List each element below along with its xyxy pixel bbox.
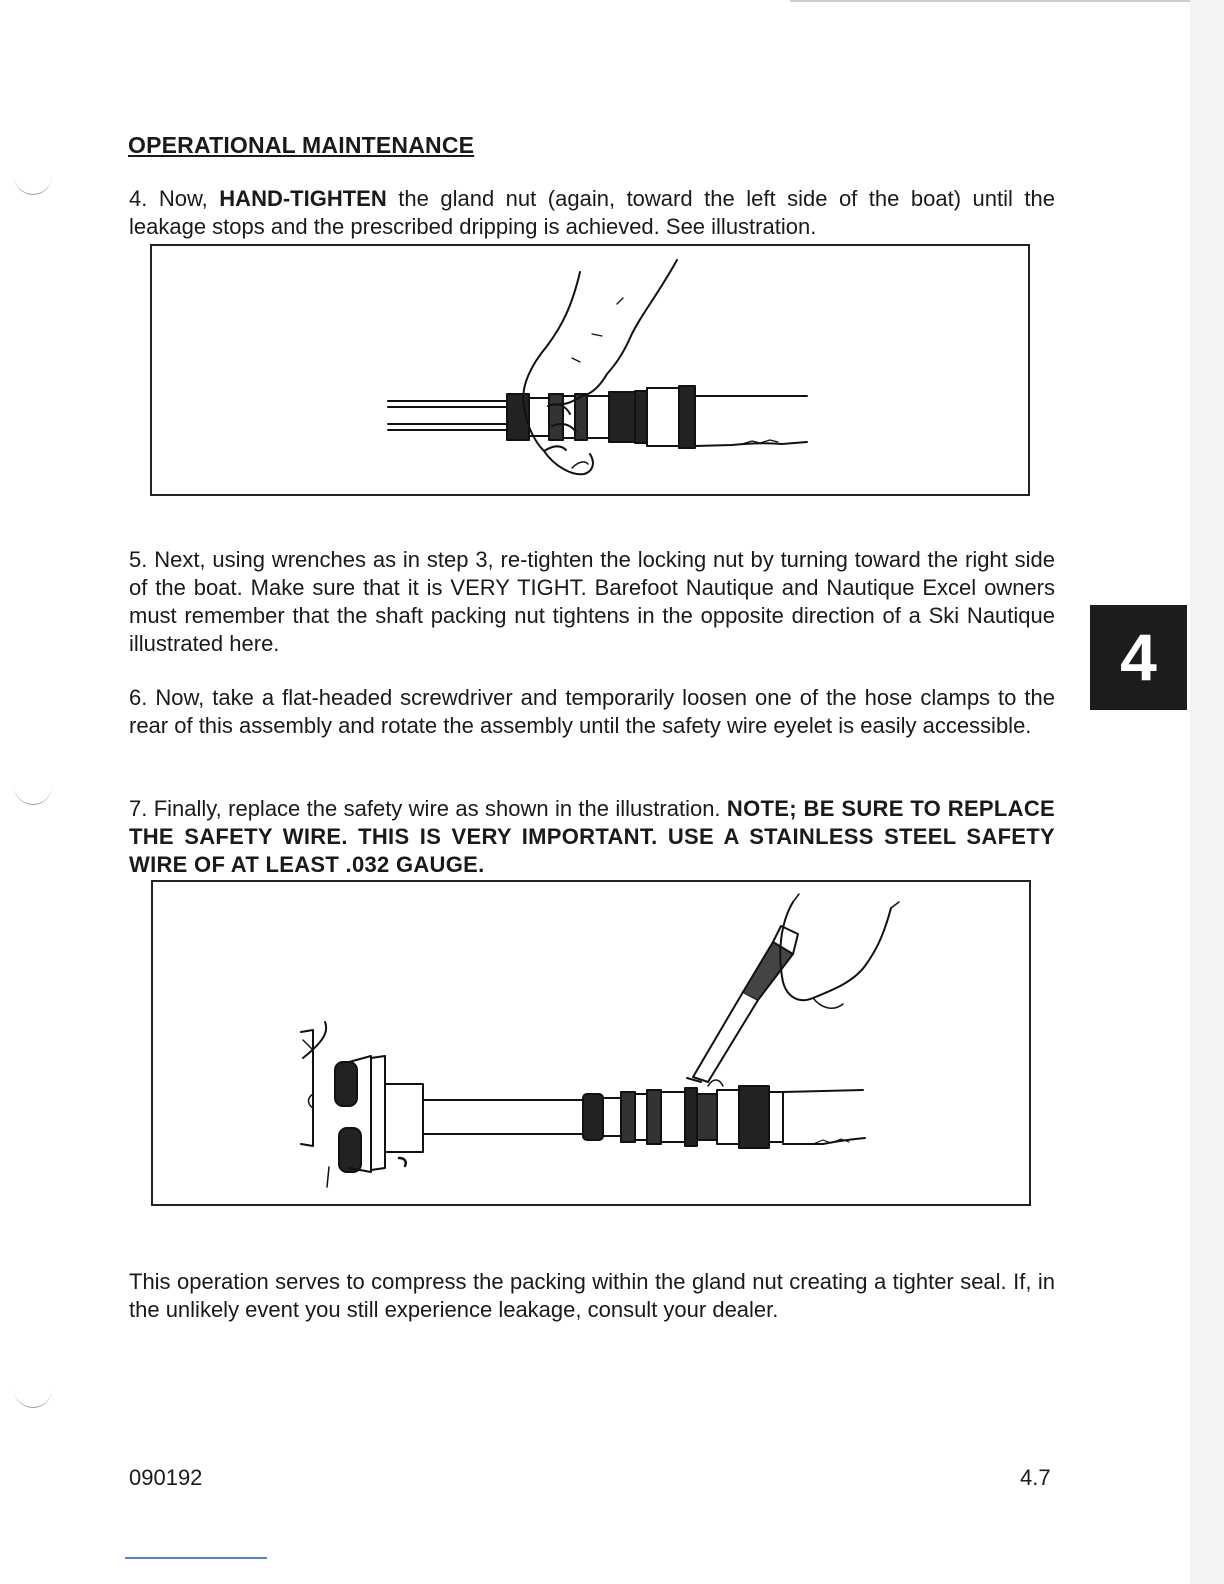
step-7-paragraph: [129, 795, 1055, 879]
page-edge-shadow: [1190, 0, 1224, 1584]
step-5-paragraph: 5. Next, using wrenches as in step 3, re-tighten the locking nut by turning toward the right side of the boat. Make sure that it is VERY TIGHT. Barefoot Nautique and Nautique Excel owners must remember that the shaft packing nut tightens in the opposite direction of a Ski Nautique illustrated here.: [129, 547, 1055, 656]
step-4-suffix: the gland nut (again, toward the left side of the boat) until the leakage stops and the prescribed dripping is achieved. See illustration.: [129, 186, 1056, 239]
safety-wire-illustration: [151, 880, 1031, 1206]
document-code: 090192: [129, 1465, 203, 1490]
binder-hole-bottom: [14, 1383, 52, 1408]
bottom-edge-rule: [125, 1557, 267, 1559]
step-6-paragraph: 6. Now, take a flat-headed screwdriver and temporarily loosen one of the hose clamps to the rear of this assembly and rotate the assembly until the safety wire eyelet is easily accessible.: [129, 685, 1055, 738]
hand-tighten-illustration: [150, 244, 1030, 496]
closing-paragraph: This operation serves to compress the packing within the gland nut creating a tighter seal. If, in the unlikely event you still experience leakage, consult your dealer.: [129, 1269, 1055, 1322]
step-4-paragraph: [129, 185, 1055, 241]
step-7-prefix: 7. Finally, replace the safety wire as shown in the illustration.: [129, 796, 727, 821]
top-edge-rule: [790, 0, 1190, 2]
page-number: 4.7: [1020, 1465, 1051, 1490]
step-4-emphasis: HAND-TIGHTEN: [219, 186, 387, 211]
binder-hole-top: [14, 170, 52, 195]
section-heading: OPERATIONAL MAINTENANCE: [128, 132, 475, 158]
chapter-tab: 4: [1090, 605, 1187, 710]
binder-hole-middle: [14, 780, 52, 805]
safety-warning: NOTE; BE SURE TO REPLACE THE SAFETY WIRE. THIS IS VERY IMPORTANT. USE A STAINLESS STEEL SAFETY WIRE OF AT LEAST .032 GAUGE.: [129, 796, 1055, 877]
step-4-prefix: 4. Now,: [129, 186, 220, 211]
